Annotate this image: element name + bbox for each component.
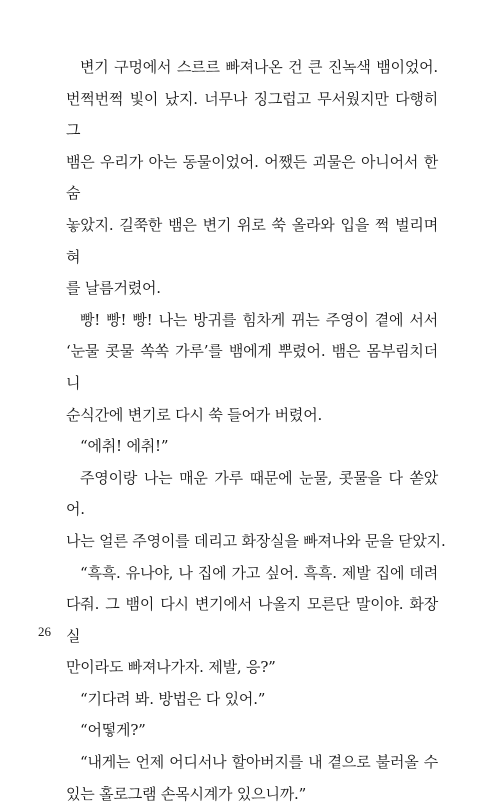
text-line: “내게는 언제 어디서나 할아버지를 내 곁으로 불러올 수: [80, 753, 438, 772]
text-line: “어떻게?”: [80, 721, 146, 740]
text-line: 다줘. 그 뱀이 다시 변기에서 나올지 모른단 말이야. 화장실: [66, 595, 438, 645]
text-line: “기다려 봐. 방법은 다 있어.”: [80, 689, 266, 708]
paragraph-1: [66, 52, 438, 305]
text-line: 나는 얼른 주영이를 데리고 화장실을 빠져나와 문을 닫았지.: [66, 531, 446, 550]
paragraph-8: [66, 747, 438, 810]
text-line: 번쩍번쩍 빛이 났지. 너무나 징그럽고 무서웠지만 다행히 그: [66, 89, 438, 140]
text-line: 있는 홀로그램 손목시계가 있으니까.”: [66, 784, 307, 803]
text-line: 만이라도 빠져나가자. 제발, 응?”: [66, 658, 276, 677]
paragraph-3: [66, 431, 438, 463]
text-line: 놓았지. 길쭉한 뱀은 변기 위로 쑥 올라와 입을 쩍 벌리며 혀: [66, 215, 438, 266]
paragraph-5: [66, 558, 438, 684]
text-line: 변기 구멍에서 스르르 빠져나온 건 큰 진녹색 뱀이었어.: [80, 58, 438, 76]
text-line: ‘눈물 콧물 쏙쏙 가루’를 뱀에게 뿌렸어. 뱀은 몸부림치더니: [66, 342, 438, 392]
text-line: 를 날름거렸어.: [66, 279, 161, 298]
paragraph-2: [66, 305, 438, 431]
text-line: “에취! 에취!”: [80, 437, 169, 456]
paragraph-6: [66, 684, 438, 716]
body-text: [66, 52, 446, 810]
text-line: 빵! 빵! 빵! 나는 방귀를 힘차게 뀌는 주영이 곁에 서서: [80, 310, 438, 329]
paragraph-4: [66, 463, 446, 558]
text-line: 주영이랑 나는 매운 가루 때문에 눈물, 콧물을 다 쏟았어.: [66, 468, 438, 519]
page-number: 26: [38, 624, 51, 639]
text-line: “흑흑. 유나야, 나 집에 가고 싶어. 흑흑. 제발 집에 데려: [80, 563, 438, 582]
paragraph-7: [66, 715, 438, 747]
text-line: 뱀은 우리가 아는 동물이었어. 어쨌든 괴물은 아니어서 한숨: [66, 152, 438, 203]
text-line: 순식간에 변기로 다시 쑥 들어가 버렸어.: [66, 405, 323, 424]
